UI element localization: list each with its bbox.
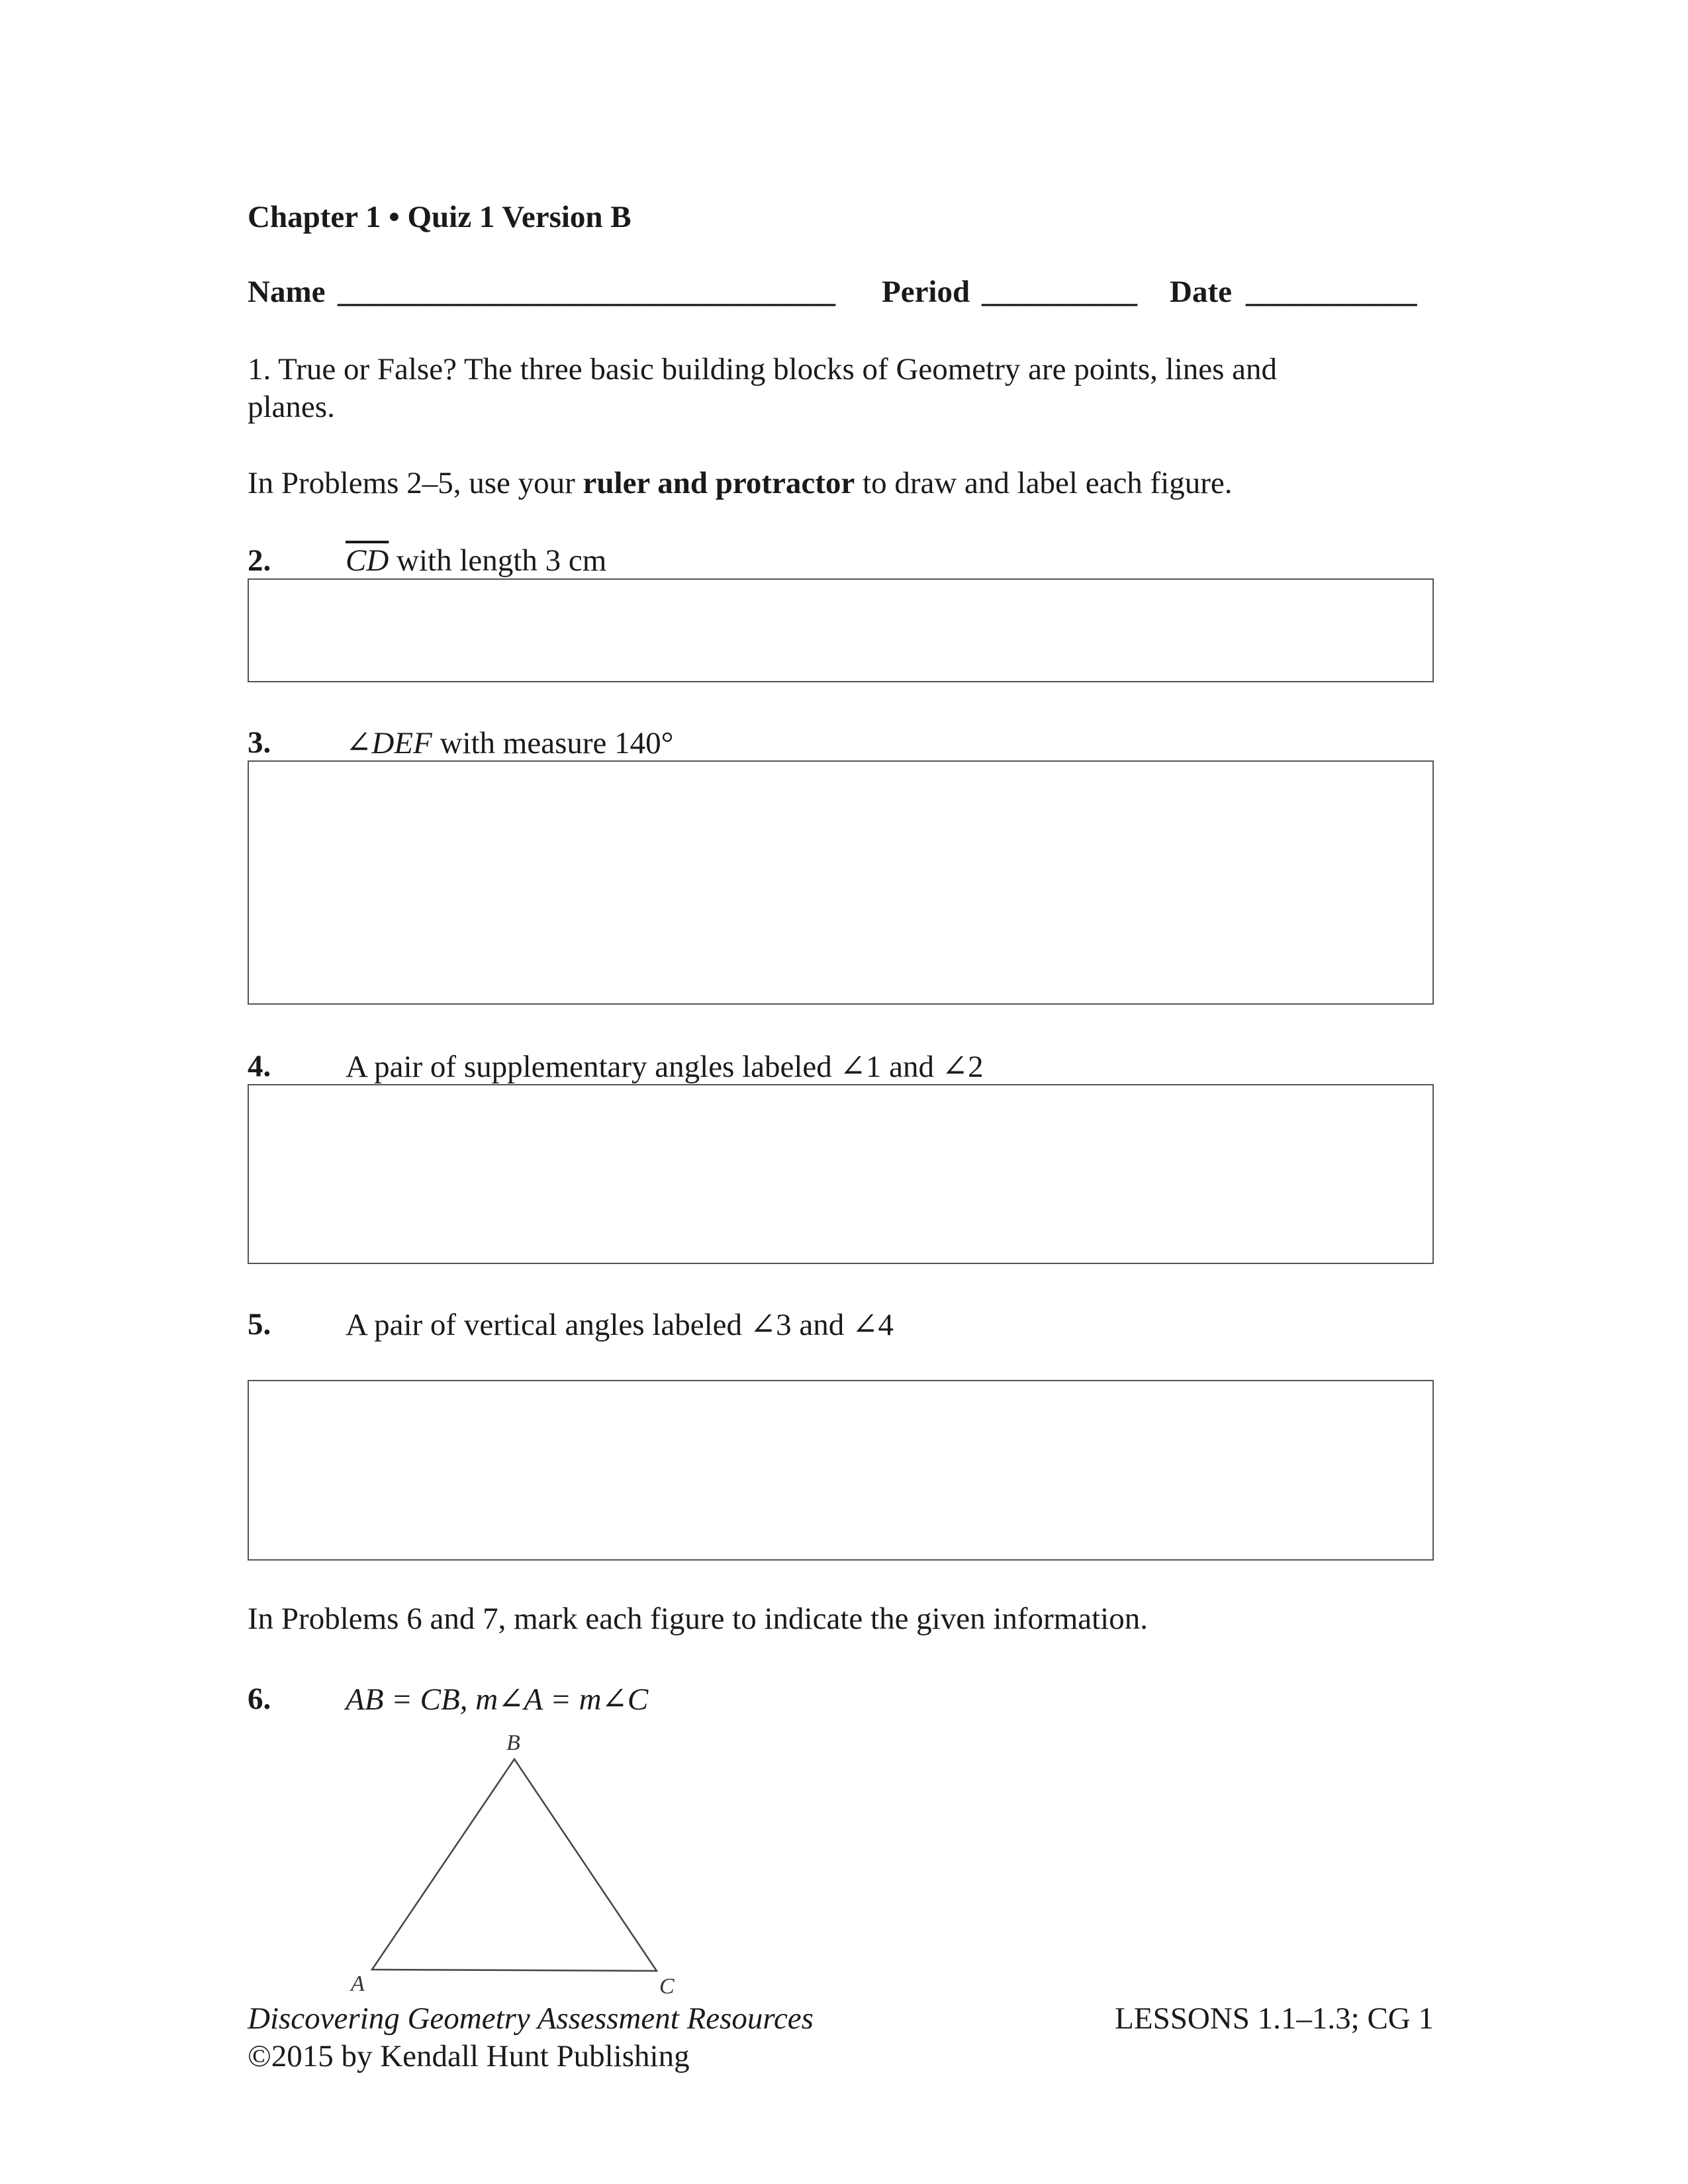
instructions-2-5-bold: ruler and protractor: [583, 466, 855, 500]
problem-2-number: 2.: [248, 543, 271, 578]
name-blank[interactable]: ________________________________: [338, 275, 835, 309]
triangle-abc[interactable]: [372, 1759, 657, 1971]
problem-5-number: 5.: [248, 1307, 271, 1342]
problem-3-answer-box[interactable]: [248, 760, 1434, 1005]
problem-5-answer-box[interactable]: [248, 1380, 1434, 1561]
period-label: Period: [882, 275, 970, 309]
problem-3-number: 3.: [248, 725, 271, 760]
problem-6-statement: AB = CB, m∠A = m∠C: [346, 1682, 649, 1717]
instructions-2-5-before: In Problems 2–5, use your: [248, 466, 583, 500]
problem-4-answer-box[interactable]: [248, 1084, 1434, 1264]
problem-6-number: 6.: [248, 1682, 271, 1716]
instructions-2-5-after: to draw and label each figure.: [855, 466, 1233, 500]
instructions-2-5: [248, 465, 1233, 502]
problem-2-text: [346, 543, 606, 578]
problem-4-number: 4.: [248, 1049, 271, 1083]
footer-copyright: ©2015 by Kendall Hunt Publishing: [248, 2039, 690, 2073]
date-blank[interactable]: ___________: [1246, 275, 1417, 309]
angle-def-symbol: ∠DEF: [346, 726, 432, 760]
problem-3-desc: with measure 140°: [432, 726, 674, 760]
footer-lessons: LESSONS 1.1–1.3; CG 1: [1115, 2001, 1434, 2036]
problem-5-text: A pair of vertical angles labeled ∠3 and ∠4: [346, 1308, 894, 1342]
problem-4-text: A pair of supplementary angles labeled ∠1 and ∠2: [346, 1050, 984, 1084]
name-label: Name: [248, 275, 326, 309]
footer-book-title: Discovering Geometry Assessment Resources: [248, 2001, 814, 2036]
vertex-c-label: C: [659, 1974, 675, 1999]
triangle-figure[interactable]: [331, 1727, 702, 2005]
problem-2-answer-box[interactable]: [248, 578, 1434, 682]
vertex-b-label: B: [506, 1731, 520, 1755]
quiz-title: Chapter 1 • Quiz 1 Version B: [248, 200, 632, 234]
date-label: Date: [1170, 275, 1232, 309]
problem-3-text: [346, 725, 673, 761]
period-blank[interactable]: __________: [982, 275, 1137, 309]
vertex-a-label: A: [351, 1972, 365, 1996]
instructions-6-7: In Problems 6 and 7, mark each figure to indicate the given information.: [248, 1602, 1148, 1636]
q1-line1: 1. True or False? The three basic building blocks of Geometry are points, lines and: [248, 352, 1278, 387]
problem-2-desc: with length 3 cm: [389, 543, 607, 578]
segment-cd-symbol: $\overline{CD}$: [346, 543, 389, 578]
q1-line2: planes.: [248, 390, 335, 424]
